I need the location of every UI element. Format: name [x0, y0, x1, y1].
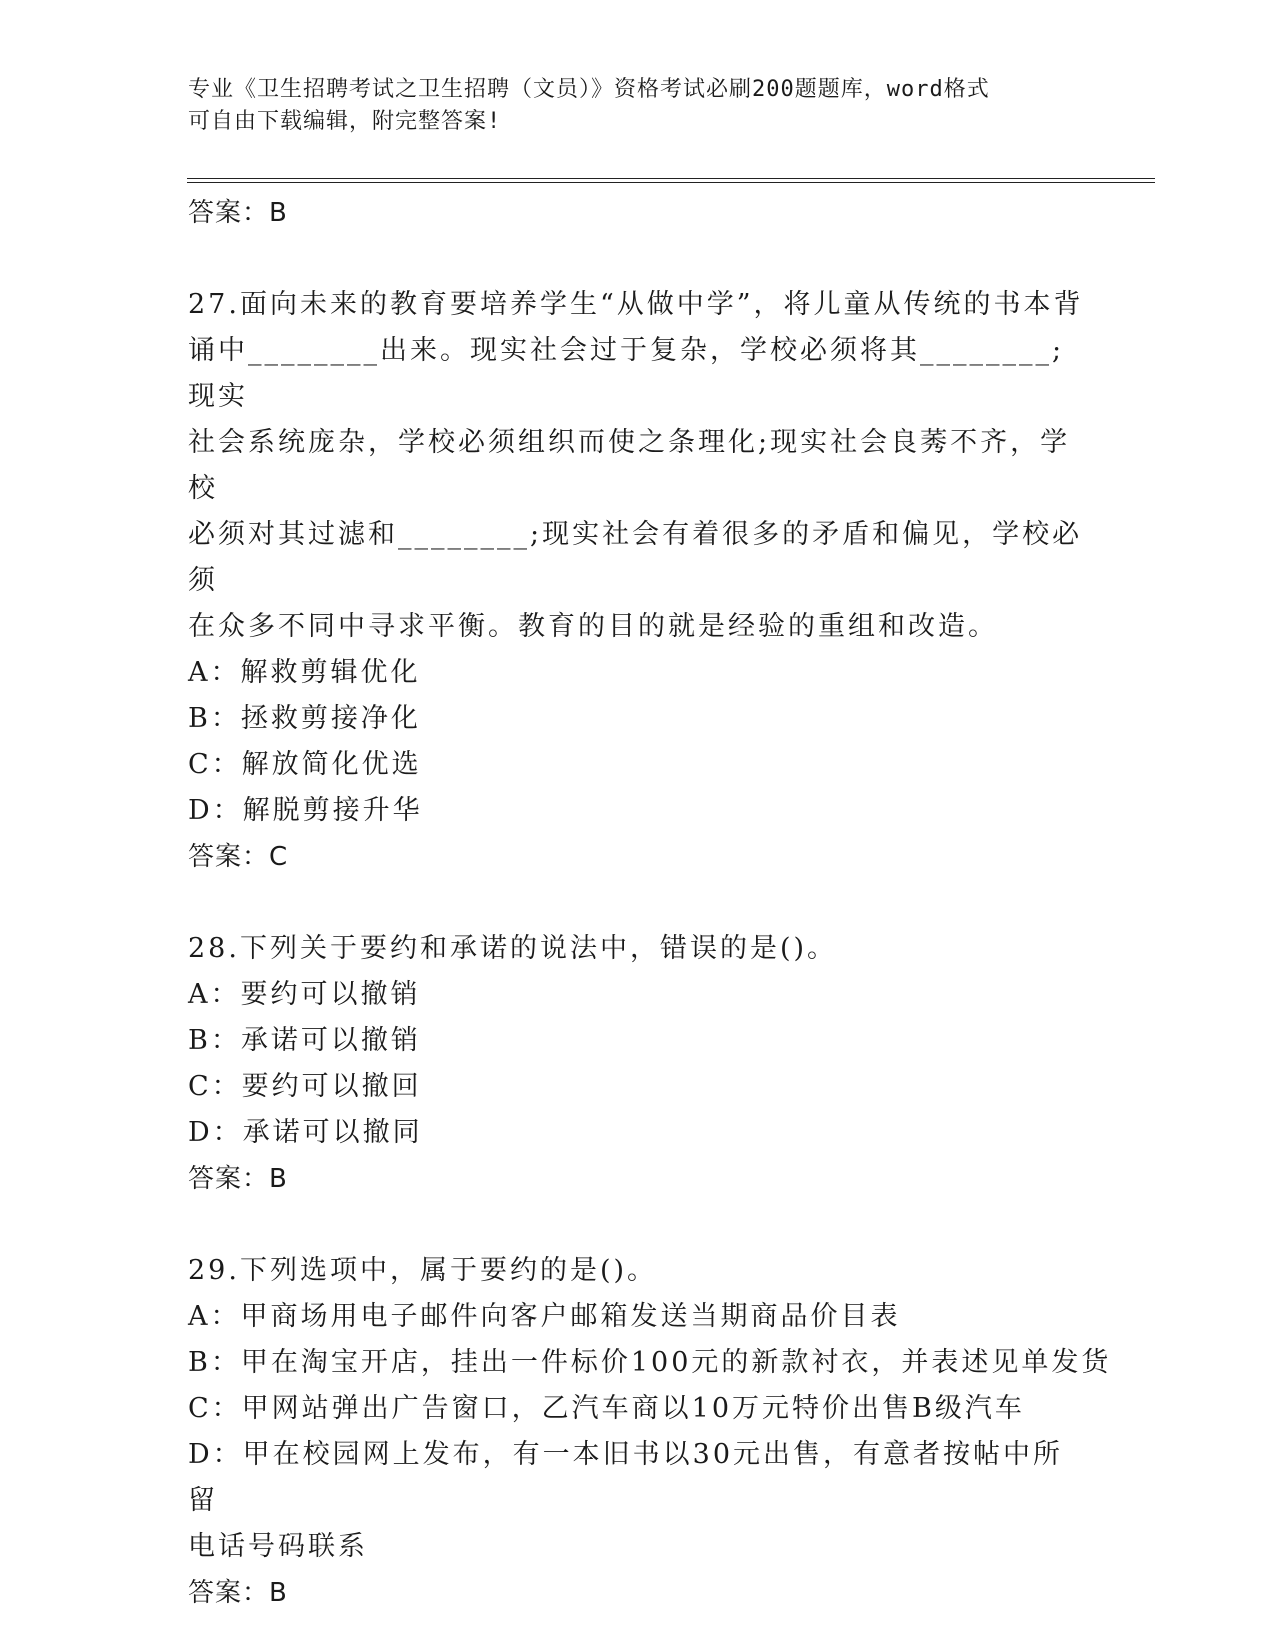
- question-list: [188, 190, 1112, 1616]
- spacer: [188, 236, 1088, 282]
- question-27-answer: 答案：C: [188, 842, 289, 872]
- question-29-answer: 答案：B: [188, 1578, 288, 1608]
- question-28-option-a: A：要约可以撤销: [188, 979, 421, 1010]
- question-27-stem: 27.面向未来的教育要培养学生“从做中学”，将儿童从传统的书本背 诵中________出来。现实社会过于复杂，学校必须将其________;现实 社会系统庞杂，学校必须组织而使之条理化;现实社会良莠不齐，学校 必须对其过滤和________;现实社会有着很多的矛盾和偏见，学校必须 在众多不同中寻求平衡。教育的目的就是经验的重组和改造。: [188, 289, 1084, 642]
- spacer: [188, 880, 1088, 926]
- page-header: 专业《卫生招聘考试之卫生招聘（文员）》资格考试必刷200题题库，word格式 可自由下载编辑，附完整答案!: [188, 77, 990, 134]
- question-29-option-b: B：甲在淘宝开店，挂出一件标价100元的新款衬衣，并表述见单发货: [188, 1347, 1112, 1378]
- question-29-option-c: C：甲网站弹出广告窗口，乙汽车商以10万元特价出售B级汽车: [188, 1393, 1025, 1424]
- question-27-option-c: C：解放简化优选: [188, 749, 422, 780]
- question-27-option-b: B：拯救剪接净化: [188, 703, 421, 734]
- previous-answer: 答案：B: [188, 198, 288, 228]
- question-28-stem: 28.下列关于要约和承诺的说法中，错误的是()。: [188, 933, 838, 964]
- question-29-stem: 29.下列选项中，属于要约的是()。: [188, 1255, 658, 1286]
- question-28-option-c: C：要约可以撤回: [188, 1071, 422, 1102]
- question-28-answer: 答案：B: [188, 1164, 288, 1194]
- question-29-option-d: D：甲在校园网上发布，有一本旧书以30元出售，有意者按帖中所留 电话号码联系: [188, 1439, 1064, 1562]
- spacer: [188, 1202, 1088, 1248]
- question-28-option-b: B：承诺可以撤销: [188, 1025, 421, 1056]
- question-29-option-a: A：甲商场用电子邮件向客户邮箱发送当期商品价目表: [188, 1301, 901, 1332]
- question-27-option-d: D：解脱剪接升华: [188, 795, 423, 826]
- header-divider: [187, 178, 1155, 179]
- question-28-option-d: D：承诺可以撤同: [188, 1117, 423, 1148]
- question-27-option-a: A：解救剪辑优化: [188, 657, 421, 688]
- header-divider-second: [187, 182, 1155, 183]
